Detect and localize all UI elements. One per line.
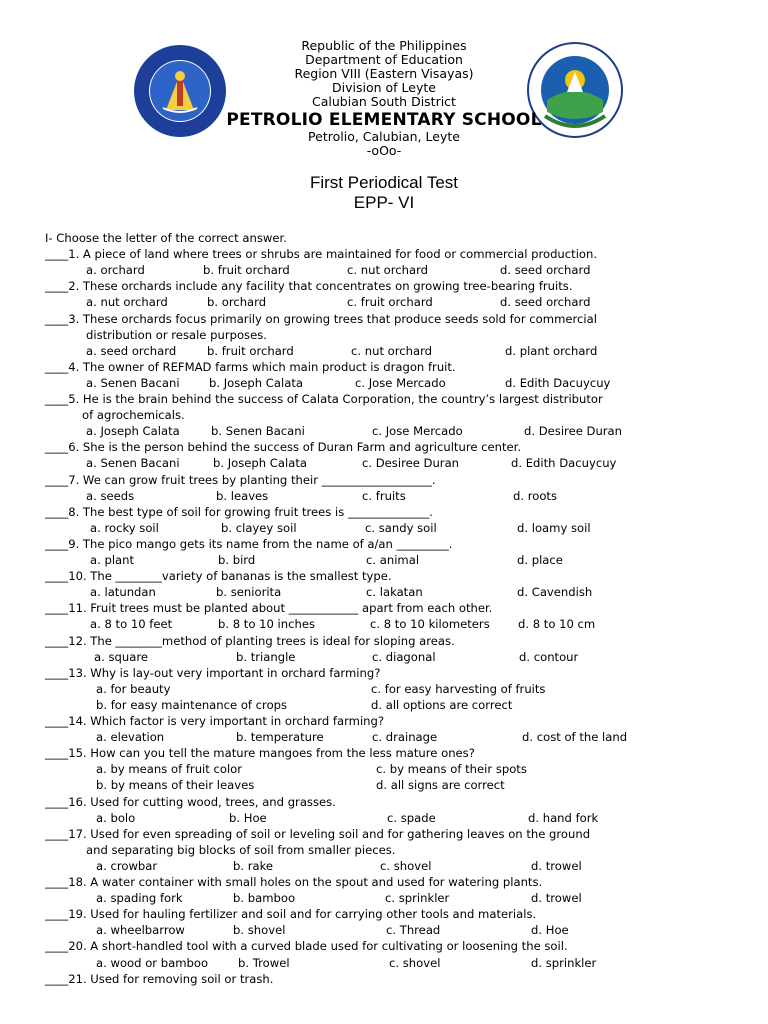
option-20-a: a. wood or bamboo bbox=[96, 955, 209, 970]
option-9-d: d. place bbox=[517, 553, 563, 567]
option-10-b: b. seniorita bbox=[216, 585, 282, 600]
question-4: ____4. The owner of REFMAD farms which main product is dragon fruit. bbox=[45, 359, 456, 374]
option-8-c: c. sandy soil bbox=[365, 520, 437, 535]
question-20: ____20. A short-handled tool with a curved blade used for cultivating or loosening the soil. bbox=[45, 939, 568, 954]
question-11: ____11. Fruit trees must be planted about ____________ apart from each other. bbox=[45, 601, 493, 616]
option-12-a: a. square bbox=[94, 649, 148, 664]
question-5: ____5. He is the brain behind the success of Calata Corporation, the country’s largest distributor bbox=[45, 392, 603, 406]
option-20-c: c. shovel bbox=[389, 955, 441, 970]
option-3-b: b. fruit orchard bbox=[207, 343, 294, 358]
option-1-a: a. orchard bbox=[86, 263, 145, 278]
option-15-a: a. by means of fruit color bbox=[96, 762, 243, 777]
option-13-d: d. all options are correct bbox=[371, 697, 513, 712]
option-11-a: a. 8 to 10 feet bbox=[90, 617, 173, 632]
option-13-b: b. for easy maintenance of crops bbox=[96, 697, 288, 712]
option-8-a: a. rocky soil bbox=[90, 520, 159, 535]
option-2-b: b. orchard bbox=[207, 295, 267, 310]
question-7: ____7. We can grow fruit trees by planting their ___________________. bbox=[45, 472, 436, 487]
option-6-a: a. Senen Bacani bbox=[86, 456, 180, 471]
option-19-d: d. Hoe bbox=[531, 923, 569, 938]
option-3-a: a. seed orchard bbox=[86, 343, 177, 358]
option-12-c: c. diagonal bbox=[372, 649, 436, 664]
option-12-b: b. triangle bbox=[236, 649, 296, 664]
question-10: ____10. The ________variety of bananas is the smallest type. bbox=[45, 569, 392, 584]
option-4-b: b. Joseph Calata bbox=[209, 375, 303, 390]
option-4-c: c. Jose Mercado bbox=[355, 375, 446, 390]
option-19-a: a. wheelbarrow bbox=[96, 923, 185, 938]
option-15-c: c. by means of their spots bbox=[376, 762, 527, 777]
option-16-b: b. Hoe bbox=[229, 810, 267, 825]
option-9-c: c. animal bbox=[366, 553, 420, 567]
option-13-a: a. for beauty bbox=[96, 681, 171, 696]
option-19-b: b. shovel bbox=[233, 923, 286, 938]
question-1: ____1. A piece of land where trees or shrubs are maintained for food or commercial production. bbox=[45, 247, 598, 262]
question-9: ____9. The pico mango gets its name from the name of a/an _________. bbox=[45, 536, 453, 551]
question-19: ____19. Used for hauling fertilizer and soil and for carrying other tools and materials. bbox=[45, 907, 537, 922]
option-13-c: c. for easy harvesting of fruits bbox=[371, 681, 546, 696]
option-17-d: d. trowel bbox=[531, 858, 582, 873]
option-6-d: d. Edith Dacuycuy bbox=[511, 456, 617, 471]
option-14-a: a. elevation bbox=[96, 730, 165, 745]
option-7-c: c. fruits bbox=[362, 488, 406, 503]
separator: -oOo- bbox=[366, 143, 402, 158]
option-16-a: a. bolo bbox=[96, 810, 136, 825]
option-5-c: c. Jose Mercado bbox=[372, 424, 463, 439]
test-subject: EPP- VI bbox=[353, 193, 415, 212]
question-8: ____8. The best type of soil for growing fruit trees is ______________. bbox=[45, 504, 433, 519]
option-17-a: a. crowbar bbox=[96, 858, 158, 873]
question-14: ____14. Which factor is very important in orchard farming? bbox=[45, 714, 385, 728]
option-5-a: a. Joseph Calata bbox=[86, 424, 180, 439]
option-11-d: d. 8 to 10 cm bbox=[518, 617, 596, 632]
question-21: ____21. Used for removing soil or trash. bbox=[45, 971, 274, 986]
option-15-d: d. all signs are correct bbox=[376, 778, 505, 793]
question-15: ____15. How can you tell the mature mangoes from the less mature ones? bbox=[45, 746, 475, 761]
header-line: Region VIII (Eastern Visayas) bbox=[294, 66, 474, 81]
question-6: ____6. She is the person behind the success of Duran Farm and agriculture center. bbox=[45, 440, 522, 455]
option-9-b: b. bird bbox=[218, 553, 256, 567]
option-16-c: c. spade bbox=[387, 810, 436, 825]
option-18-b: b. bamboo bbox=[233, 891, 296, 906]
option-12-d: d. contour bbox=[519, 649, 579, 664]
option-20-b: b. Trowel bbox=[238, 955, 290, 970]
option-16-d: d. hand fork bbox=[528, 810, 599, 825]
question-17: ____17. Used for even spreading of soil or leveling soil and for gathering leaves on the ground bbox=[45, 826, 591, 841]
question-2: ____2. These orchards include any facility that concentrates on growing tree-bearing fruits. bbox=[45, 279, 573, 294]
option-19-c: c. Thread bbox=[386, 923, 441, 938]
question-12: ____12. The ________method of planting trees is ideal for sloping areas. bbox=[45, 633, 455, 648]
test-title: First Periodical Test bbox=[309, 173, 458, 192]
question-13: ____13. Why is lay-out very important in orchard farming? bbox=[45, 665, 381, 680]
option-6-b: b. Joseph Calata bbox=[213, 456, 307, 471]
option-6-c: c. Desiree Duran bbox=[362, 456, 460, 471]
option-4-d: d. Edith Dacuycuy bbox=[505, 375, 611, 390]
option-14-b: b. temperature bbox=[236, 730, 324, 745]
option-2-c: c. fruit orchard bbox=[347, 295, 433, 310]
option-15-b: b. by means of their leaves bbox=[96, 778, 255, 793]
option-14-c: c. drainage bbox=[372, 730, 438, 745]
header-line: Department of Education bbox=[305, 52, 463, 67]
option-3-d: d. plant orchard bbox=[505, 343, 598, 358]
option-18-c: c. sprinkler bbox=[385, 891, 450, 906]
option-8-d: d. loamy soil bbox=[517, 520, 591, 535]
question-18: ____18. A water container with small holes on the spout and used for watering plants. bbox=[45, 875, 543, 889]
option-5-b: b. Senen Bacani bbox=[211, 424, 305, 439]
option-7-b: b. leaves bbox=[216, 488, 269, 503]
option-9-a: a. plant bbox=[90, 553, 135, 567]
option-1-b: b. fruit orchard bbox=[203, 263, 290, 278]
option-17-b: b. rake bbox=[233, 858, 274, 873]
option-7-a: a. seeds bbox=[86, 488, 135, 503]
option-5-d: d. Desiree Duran bbox=[524, 424, 623, 439]
option-3-c: c. nut orchard bbox=[351, 343, 433, 358]
school-name: PETROLIO ELEMENTARY SCHOOL bbox=[226, 110, 542, 130]
option-14-d: d. cost of the land bbox=[522, 730, 628, 745]
question-3: ____3. These orchards focus primarily on growing trees that produce seeds sold for commercial bbox=[45, 311, 597, 326]
option-2-d: d. seed orchard bbox=[500, 295, 591, 310]
option-4-a: a. Senen Bacani bbox=[86, 375, 180, 390]
option-20-d: d. sprinkler bbox=[531, 955, 597, 970]
school-address: Petrolio, Calubian, Leyte bbox=[308, 129, 460, 144]
option-11-c: c. 8 to 10 kilometers bbox=[370, 617, 490, 632]
option-17-c: c. shovel bbox=[380, 858, 432, 873]
option-18-d: d. trowel bbox=[531, 891, 582, 906]
option-1-d: d. seed orchard bbox=[500, 263, 591, 278]
question-16: ____16. Used for cutting wood, trees, and grasses. bbox=[45, 794, 336, 809]
option-7-d: d. roots bbox=[513, 488, 558, 503]
option-1-c: c. nut orchard bbox=[347, 263, 429, 278]
option-10-c: c. lakatan bbox=[366, 585, 423, 600]
option-10-a: a. latundan bbox=[90, 585, 156, 600]
header-line: Republic of the Philippines bbox=[301, 38, 467, 53]
option-2-a: a. nut orchard bbox=[86, 295, 168, 310]
header-line: Division of Leyte bbox=[332, 80, 436, 95]
question-5-cont: of agrochemicals. bbox=[82, 408, 185, 423]
question-3-cont: distribution or resale purposes. bbox=[86, 327, 267, 342]
option-8-b: b. clayey soil bbox=[221, 520, 297, 535]
question-17-cont: and separating big blocks of soil from smaller pieces. bbox=[86, 842, 396, 857]
instruction: I- Choose the letter of the correct answer. bbox=[45, 231, 287, 245]
option-10-d: d. Cavendish bbox=[517, 585, 593, 600]
header-line: Calubian South District bbox=[312, 94, 456, 109]
option-18-a: a. spading fork bbox=[96, 891, 183, 906]
option-11-b: b. 8 to 10 inches bbox=[218, 617, 316, 632]
